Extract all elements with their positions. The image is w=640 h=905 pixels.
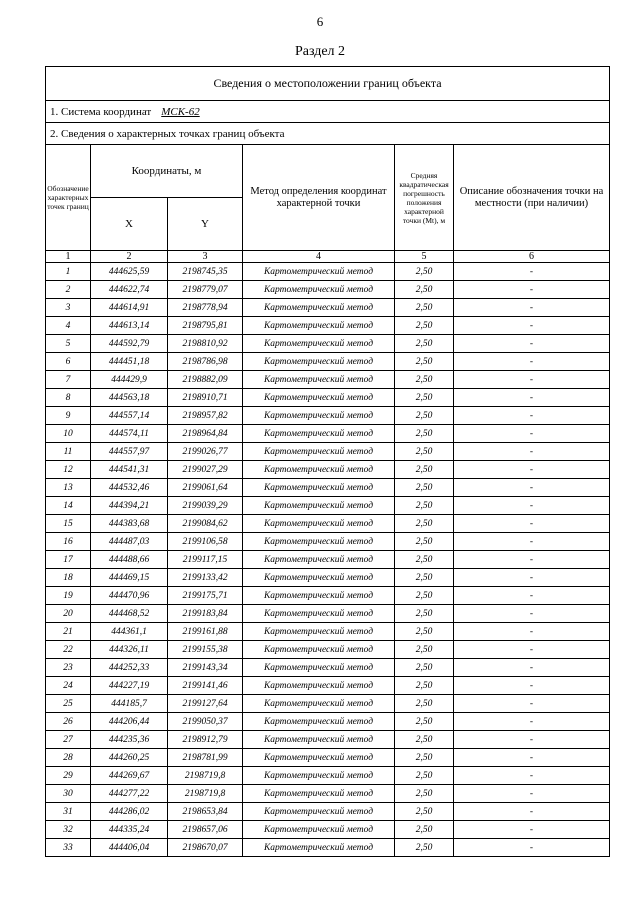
method-cell: Картометрический метод bbox=[243, 479, 395, 497]
description-cell: - bbox=[454, 605, 610, 623]
y-coordinate-cell: 2198670,07 bbox=[168, 839, 243, 857]
accuracy-cell: 2,50 bbox=[395, 605, 454, 623]
x-coordinate-cell: 444574,11 bbox=[91, 425, 168, 443]
y-coordinate-cell: 2199175,71 bbox=[168, 587, 243, 605]
accuracy-cell: 2,50 bbox=[395, 371, 454, 389]
y-coordinate-cell: 2199050,37 bbox=[168, 713, 243, 731]
description-cell: - bbox=[454, 443, 610, 461]
y-coordinate-cell: 2199143,34 bbox=[168, 659, 243, 677]
method-cell: Картометрический метод bbox=[243, 335, 395, 353]
table-row bbox=[46, 641, 610, 659]
method-cell: Картометрический метод bbox=[243, 677, 395, 695]
method-cell: Картометрический метод bbox=[243, 389, 395, 407]
x-coordinate-cell: 444252,33 bbox=[91, 659, 168, 677]
description-cell: - bbox=[454, 641, 610, 659]
method-cell: Картометрический метод bbox=[243, 461, 395, 479]
table-row bbox=[46, 389, 610, 407]
x-coordinate-cell: 444394,21 bbox=[91, 497, 168, 515]
y-coordinate-cell: 2199026,77 bbox=[168, 443, 243, 461]
method-cell: Картометрический метод bbox=[243, 407, 395, 425]
point-number-cell: 3 bbox=[46, 299, 91, 317]
table-body bbox=[46, 263, 610, 857]
accuracy-cell: 2,50 bbox=[395, 407, 454, 425]
x-coordinate-cell: 444429,9 bbox=[91, 371, 168, 389]
x-coordinate-cell: 444383,68 bbox=[91, 515, 168, 533]
accuracy-cell: 2,50 bbox=[395, 461, 454, 479]
method-cell: Картометрический метод bbox=[243, 641, 395, 659]
table-row bbox=[46, 569, 610, 587]
table-row bbox=[46, 713, 610, 731]
y-coordinate-cell: 2198657,06 bbox=[168, 821, 243, 839]
description-cell: - bbox=[454, 713, 610, 731]
point-number-cell: 10 bbox=[46, 425, 91, 443]
points-section-label: 2. Сведения о характерных точках границ объекта bbox=[46, 123, 610, 145]
x-coordinate-cell: 444532,46 bbox=[91, 479, 168, 497]
description-cell: - bbox=[454, 407, 610, 425]
method-cell: Картометрический метод bbox=[243, 731, 395, 749]
accuracy-cell: 2,50 bbox=[395, 695, 454, 713]
point-number-cell: 26 bbox=[46, 713, 91, 731]
table-row bbox=[46, 515, 610, 533]
point-number-cell: 11 bbox=[46, 443, 91, 461]
y-coordinate-cell: 2198810,92 bbox=[168, 335, 243, 353]
coord-system-value: МСК-62 bbox=[161, 105, 200, 118]
description-cell: - bbox=[454, 785, 610, 803]
x-coordinate-cell: 444326,11 bbox=[91, 641, 168, 659]
description-cell: - bbox=[454, 263, 610, 281]
accuracy-cell: 2,50 bbox=[395, 353, 454, 371]
accuracy-cell: 2,50 bbox=[395, 335, 454, 353]
point-number-cell: 25 bbox=[46, 695, 91, 713]
method-cell: Картометрический метод bbox=[243, 587, 395, 605]
description-cell: - bbox=[454, 569, 610, 587]
point-number-cell: 22 bbox=[46, 641, 91, 659]
method-cell: Картометрический метод bbox=[243, 353, 395, 371]
description-cell: - bbox=[454, 821, 610, 839]
column-numbers-row bbox=[46, 251, 610, 263]
description-cell: - bbox=[454, 623, 610, 641]
column-number: 6 bbox=[454, 251, 610, 263]
method-cell: Картометрический метод bbox=[243, 695, 395, 713]
coord-system-label: 1. Система координат bbox=[50, 105, 152, 118]
table-row bbox=[46, 407, 610, 425]
header-method: Метод определения координат характерной точки bbox=[243, 145, 395, 251]
y-coordinate-cell: 2198719,8 bbox=[168, 767, 243, 785]
accuracy-cell: 2,50 bbox=[395, 533, 454, 551]
accuracy-cell: 2,50 bbox=[395, 263, 454, 281]
method-cell: Картометрический метод bbox=[243, 569, 395, 587]
accuracy-cell: 2,50 bbox=[395, 839, 454, 857]
coord-system-row bbox=[46, 101, 610, 123]
table-row bbox=[46, 605, 610, 623]
x-coordinate-cell: 444488,66 bbox=[91, 551, 168, 569]
description-cell: - bbox=[454, 281, 610, 299]
column-number: 2 bbox=[91, 251, 168, 263]
description-cell: - bbox=[454, 371, 610, 389]
y-coordinate-cell: 2199084,62 bbox=[168, 515, 243, 533]
table-row bbox=[46, 497, 610, 515]
table-row bbox=[46, 785, 610, 803]
accuracy-cell: 2,50 bbox=[395, 281, 454, 299]
y-coordinate-cell: 2199155,38 bbox=[168, 641, 243, 659]
x-coordinate-cell: 444487,03 bbox=[91, 533, 168, 551]
method-cell: Картометрический метод bbox=[243, 551, 395, 569]
header-designation: Обозначение характерных точек границ bbox=[46, 145, 91, 251]
accuracy-cell: 2,50 bbox=[395, 641, 454, 659]
description-cell: - bbox=[454, 353, 610, 371]
method-cell: Картометрический метод bbox=[243, 263, 395, 281]
table-row bbox=[46, 551, 610, 569]
description-cell: - bbox=[454, 749, 610, 767]
y-coordinate-cell: 2199106,58 bbox=[168, 533, 243, 551]
boundary-points-table bbox=[45, 66, 610, 857]
description-cell: - bbox=[454, 335, 610, 353]
column-number: 1 bbox=[46, 251, 91, 263]
accuracy-cell: 2,50 bbox=[395, 803, 454, 821]
accuracy-cell: 2,50 bbox=[395, 569, 454, 587]
x-coordinate-cell: 444269,67 bbox=[91, 767, 168, 785]
table-row bbox=[46, 281, 610, 299]
point-number-cell: 13 bbox=[46, 479, 91, 497]
x-coordinate-cell: 444277,22 bbox=[91, 785, 168, 803]
accuracy-cell: 2,50 bbox=[395, 587, 454, 605]
method-cell: Картометрический метод bbox=[243, 803, 395, 821]
point-number-cell: 14 bbox=[46, 497, 91, 515]
table-row bbox=[46, 677, 610, 695]
description-cell: - bbox=[454, 587, 610, 605]
description-cell: - bbox=[454, 461, 610, 479]
y-coordinate-cell: 2199141,46 bbox=[168, 677, 243, 695]
table-row bbox=[46, 425, 610, 443]
method-cell: Картометрический метод bbox=[243, 623, 395, 641]
table-title: Сведения о местоположении границ объекта bbox=[46, 67, 610, 101]
y-coordinate-cell: 2199133,42 bbox=[168, 569, 243, 587]
y-coordinate-cell: 2198745,35 bbox=[168, 263, 243, 281]
description-cell: - bbox=[454, 425, 610, 443]
x-coordinate-cell: 444622,74 bbox=[91, 281, 168, 299]
description-cell: - bbox=[454, 533, 610, 551]
x-coordinate-cell: 444614,91 bbox=[91, 299, 168, 317]
x-coordinate-cell: 444206,44 bbox=[91, 713, 168, 731]
accuracy-cell: 2,50 bbox=[395, 425, 454, 443]
x-coordinate-cell: 444451,18 bbox=[91, 353, 168, 371]
column-number: 5 bbox=[395, 251, 454, 263]
point-number-cell: 18 bbox=[46, 569, 91, 587]
x-coordinate-cell: 444235,36 bbox=[91, 731, 168, 749]
table-row bbox=[46, 335, 610, 353]
y-coordinate-cell: 2199127,64 bbox=[168, 695, 243, 713]
table-row bbox=[46, 479, 610, 497]
x-coordinate-cell: 444468,52 bbox=[91, 605, 168, 623]
x-coordinate-cell: 444470,96 bbox=[91, 587, 168, 605]
point-number-cell: 33 bbox=[46, 839, 91, 857]
method-cell: Картометрический метод bbox=[243, 425, 395, 443]
method-cell: Картометрический метод bbox=[243, 317, 395, 335]
x-coordinate-cell: 444406,04 bbox=[91, 839, 168, 857]
y-coordinate-cell: 2199039,29 bbox=[168, 497, 243, 515]
table-row bbox=[46, 353, 610, 371]
y-coordinate-cell: 2198795,81 bbox=[168, 317, 243, 335]
table-row bbox=[46, 587, 610, 605]
y-coordinate-cell: 2198781,99 bbox=[168, 749, 243, 767]
table-row bbox=[46, 299, 610, 317]
x-coordinate-cell: 444541,31 bbox=[91, 461, 168, 479]
table-row bbox=[46, 767, 610, 785]
x-coordinate-cell: 444286,02 bbox=[91, 803, 168, 821]
point-number-cell: 27 bbox=[46, 731, 91, 749]
header-y: Y bbox=[168, 198, 243, 251]
y-coordinate-cell: 2198653,84 bbox=[168, 803, 243, 821]
x-coordinate-cell: 444260,25 bbox=[91, 749, 168, 767]
accuracy-cell: 2,50 bbox=[395, 713, 454, 731]
method-cell: Картометрический метод bbox=[243, 443, 395, 461]
table-row bbox=[46, 839, 610, 857]
method-cell: Картометрический метод bbox=[243, 497, 395, 515]
accuracy-cell: 2,50 bbox=[395, 749, 454, 767]
y-coordinate-cell: 2199117,15 bbox=[168, 551, 243, 569]
table-row bbox=[46, 659, 610, 677]
description-cell: - bbox=[454, 497, 610, 515]
method-cell: Картометрический метод bbox=[243, 659, 395, 677]
method-cell: Картометрический метод bbox=[243, 371, 395, 389]
accuracy-cell: 2,50 bbox=[395, 731, 454, 749]
point-number-cell: 21 bbox=[46, 623, 91, 641]
point-number-cell: 15 bbox=[46, 515, 91, 533]
accuracy-cell: 2,50 bbox=[395, 677, 454, 695]
table-row bbox=[46, 821, 610, 839]
accuracy-cell: 2,50 bbox=[395, 479, 454, 497]
method-cell: Картометрический метод bbox=[243, 281, 395, 299]
y-coordinate-cell: 2198912,79 bbox=[168, 731, 243, 749]
point-number-cell: 29 bbox=[46, 767, 91, 785]
point-number-cell: 6 bbox=[46, 353, 91, 371]
method-cell: Картометрический метод bbox=[243, 821, 395, 839]
y-coordinate-cell: 2198779,07 bbox=[168, 281, 243, 299]
point-number-cell: 31 bbox=[46, 803, 91, 821]
section-title: Раздел 2 bbox=[294, 44, 346, 59]
header-x: X bbox=[91, 198, 168, 251]
method-cell: Картометрический метод bbox=[243, 785, 395, 803]
y-coordinate-cell: 2198964,84 bbox=[168, 425, 243, 443]
x-coordinate-cell: 444469,15 bbox=[91, 569, 168, 587]
table-row bbox=[46, 317, 610, 335]
y-coordinate-cell: 2198719,8 bbox=[168, 785, 243, 803]
x-coordinate-cell: 444185,7 bbox=[91, 695, 168, 713]
point-number-cell: 19 bbox=[46, 587, 91, 605]
method-cell: Картометрический метод bbox=[243, 533, 395, 551]
table-row bbox=[46, 749, 610, 767]
point-number-cell: 9 bbox=[46, 407, 91, 425]
method-cell: Картометрический метод bbox=[243, 515, 395, 533]
point-number-cell: 7 bbox=[46, 371, 91, 389]
table-row bbox=[46, 695, 610, 713]
accuracy-cell: 2,50 bbox=[395, 317, 454, 335]
y-coordinate-cell: 2198786,98 bbox=[168, 353, 243, 371]
description-cell: - bbox=[454, 659, 610, 677]
point-number-cell: 16 bbox=[46, 533, 91, 551]
accuracy-cell: 2,50 bbox=[395, 443, 454, 461]
y-coordinate-cell: 2199183,84 bbox=[168, 605, 243, 623]
table-row bbox=[46, 623, 610, 641]
accuracy-cell: 2,50 bbox=[395, 551, 454, 569]
x-coordinate-cell: 444227,19 bbox=[91, 677, 168, 695]
column-number: 3 bbox=[168, 251, 243, 263]
y-coordinate-cell: 2198910,71 bbox=[168, 389, 243, 407]
header-description: Описание обозначения точки на местности (при наличии) bbox=[454, 145, 610, 251]
point-number-cell: 4 bbox=[46, 317, 91, 335]
accuracy-cell: 2,50 bbox=[395, 785, 454, 803]
x-coordinate-cell: 444625,59 bbox=[91, 263, 168, 281]
table-row bbox=[46, 263, 610, 281]
point-number-cell: 2 bbox=[46, 281, 91, 299]
point-number-cell: 1 bbox=[46, 263, 91, 281]
point-number-cell: 30 bbox=[46, 785, 91, 803]
method-cell: Картометрический метод bbox=[243, 713, 395, 731]
x-coordinate-cell: 444557,97 bbox=[91, 443, 168, 461]
point-number-cell: 17 bbox=[46, 551, 91, 569]
description-cell: - bbox=[454, 515, 610, 533]
y-coordinate-cell: 2199027,29 bbox=[168, 461, 243, 479]
x-coordinate-cell: 444557,14 bbox=[91, 407, 168, 425]
description-cell: - bbox=[454, 677, 610, 695]
method-cell: Картометрический метод bbox=[243, 749, 395, 767]
table-row bbox=[46, 731, 610, 749]
accuracy-cell: 2,50 bbox=[395, 515, 454, 533]
header-accuracy: Средняя квадратическая погрешность положения характерной точки (Mt), м bbox=[395, 145, 454, 251]
description-cell: - bbox=[454, 299, 610, 317]
table-row bbox=[46, 803, 610, 821]
y-coordinate-cell: 2198882,09 bbox=[168, 371, 243, 389]
header-coordinates: Координаты, м bbox=[91, 145, 243, 198]
method-cell: Картометрический метод bbox=[243, 839, 395, 857]
description-cell: - bbox=[454, 389, 610, 407]
description-cell: - bbox=[454, 839, 610, 857]
point-number-cell: 12 bbox=[46, 461, 91, 479]
accuracy-cell: 2,50 bbox=[395, 659, 454, 677]
description-cell: - bbox=[454, 479, 610, 497]
y-coordinate-cell: 2198778,94 bbox=[168, 299, 243, 317]
page-number: 6 bbox=[316, 14, 324, 29]
description-cell: - bbox=[454, 695, 610, 713]
y-coordinate-cell: 2199061,64 bbox=[168, 479, 243, 497]
accuracy-cell: 2,50 bbox=[395, 497, 454, 515]
table-row bbox=[46, 371, 610, 389]
point-number-cell: 23 bbox=[46, 659, 91, 677]
accuracy-cell: 2,50 bbox=[395, 821, 454, 839]
y-coordinate-cell: 2199161,88 bbox=[168, 623, 243, 641]
table-row bbox=[46, 443, 610, 461]
x-coordinate-cell: 444563,18 bbox=[91, 389, 168, 407]
point-number-cell: 28 bbox=[46, 749, 91, 767]
description-cell: - bbox=[454, 803, 610, 821]
x-coordinate-cell: 444361,1 bbox=[91, 623, 168, 641]
accuracy-cell: 2,50 bbox=[395, 767, 454, 785]
y-coordinate-cell: 2198957,82 bbox=[168, 407, 243, 425]
point-number-cell: 24 bbox=[46, 677, 91, 695]
point-number-cell: 20 bbox=[46, 605, 91, 623]
point-number-cell: 8 bbox=[46, 389, 91, 407]
column-number: 4 bbox=[243, 251, 395, 263]
point-number-cell: 5 bbox=[46, 335, 91, 353]
table-row bbox=[46, 533, 610, 551]
point-number-cell: 32 bbox=[46, 821, 91, 839]
description-cell: - bbox=[454, 317, 610, 335]
accuracy-cell: 2,50 bbox=[395, 623, 454, 641]
description-cell: - bbox=[454, 731, 610, 749]
method-cell: Картометрический метод bbox=[243, 605, 395, 623]
description-cell: - bbox=[454, 551, 610, 569]
description-cell: - bbox=[454, 767, 610, 785]
method-cell: Картометрический метод bbox=[243, 299, 395, 317]
table-row bbox=[46, 461, 610, 479]
x-coordinate-cell: 444335,24 bbox=[91, 821, 168, 839]
x-coordinate-cell: 444592,79 bbox=[91, 335, 168, 353]
x-coordinate-cell: 444613,14 bbox=[91, 317, 168, 335]
accuracy-cell: 2,50 bbox=[395, 299, 454, 317]
method-cell: Картометрический метод bbox=[243, 767, 395, 785]
accuracy-cell: 2,50 bbox=[395, 389, 454, 407]
